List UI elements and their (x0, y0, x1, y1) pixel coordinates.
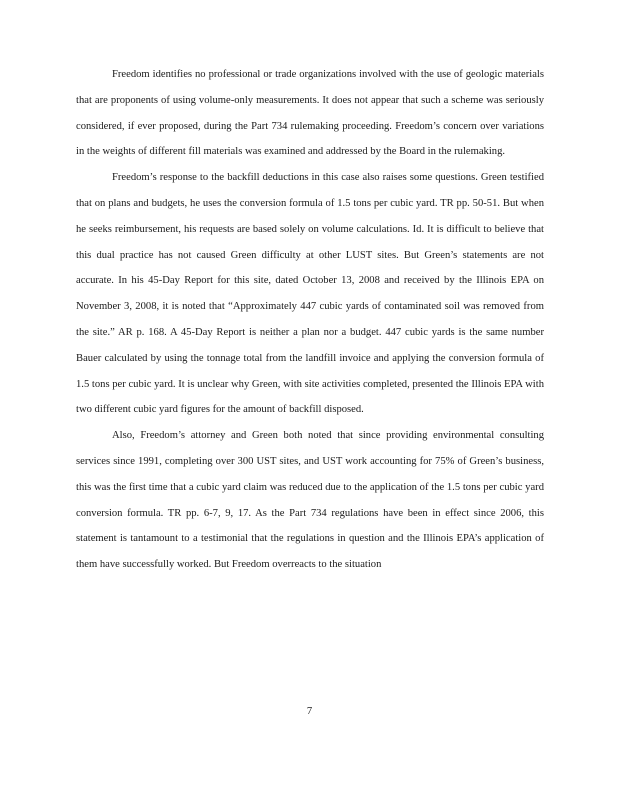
page-number: 7 (306, 706, 313, 717)
paragraph-1: Freedom identifies no professional or trade organizations involved with the use of geologic materials that are proponents of using volume-only measurements. It does not appear that such a scheme was seriously considered, if ever proposed, during the Part 734 rulemaking proceeding. Freedom’s concern over variations in the weights of different fill materials was examined and addressed by the Board in the rulemaking. (76, 69, 544, 158)
body-text (76, 62, 544, 578)
paragraph-3: Also, Freedom’s attorney and Green both noted that since providing environmental consulting services since 1991, completing over 300 UST sites, and UST work accounting for 75% of Green’s business, this was the first time that a cubic yard claim was reduced due to the application of the 1.5 tons per cubic yard conversion formula. TR pp. 6-7, 9, 17. As the Part 734 regulations have been in effect since 2006, this statement is tantamount to a testimonial that the regulations in question and the Illinois EPA’s application of them have successfully worked. But Freedom overreacts to the situation (76, 430, 544, 571)
paragraph-2: Freedom’s response to the backfill deductions in this case also raises some questions. Green testified that on plans and budgets, he uses the conversion formula of 1.5 tons per cubic yard. TR pp. 50-51. But when he seeks reimbursement, his requests are based solely on volume calculations. Id. It is difficult to believe that this dual practice has not caused Green difficulty at other LUST sites. But Green’s statements are not accurate. In his 45-Day Report for this site, dated October 13, 2008 and received by the Illinois EPA on November 3, 2008, it is noted that “Approximately 447 cubic yards of contaminated soil was removed from the site.” AR p. 168. A 45-Day Report is neither a plan nor a budget. 447 cubic yards is the same number Bauer calculated by using the tonnage total from the landfill invoice and applying the conversion formula of 1.5 tons per cubic yard. It is unclear why Green, with site activities completed, presented the Illinois EPA with two different cubic yard figures for the amount of backfill disposed. (76, 172, 544, 416)
